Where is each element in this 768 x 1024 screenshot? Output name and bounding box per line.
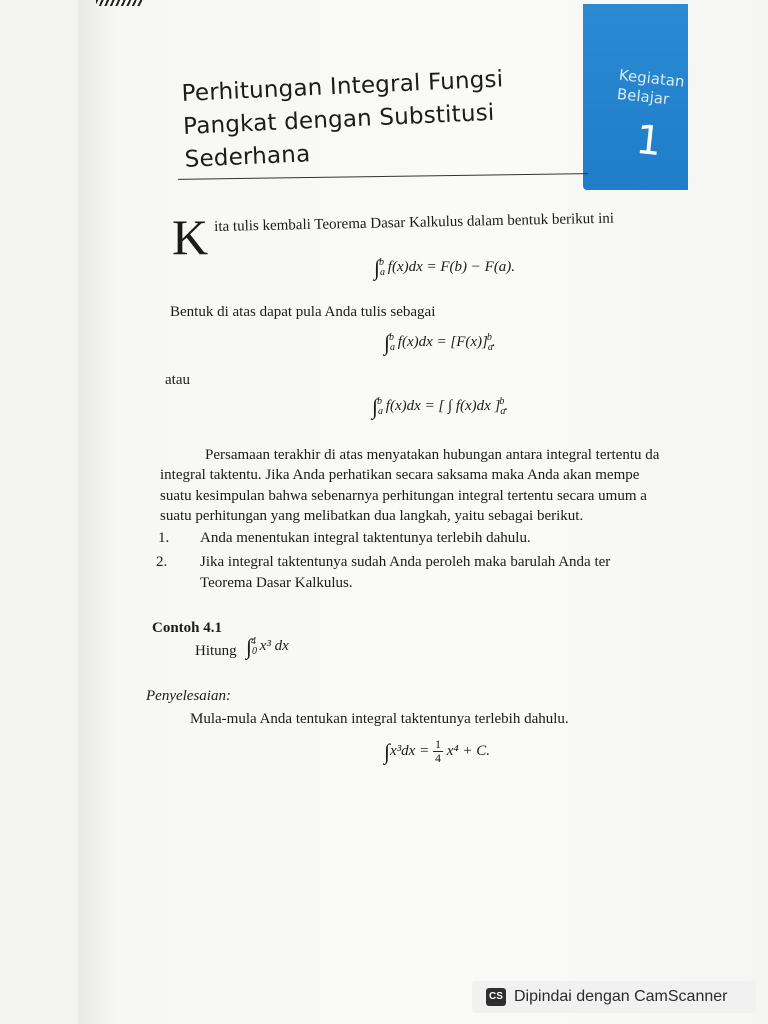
fraction-numerator: 1 — [434, 737, 441, 751]
equation-3 — [372, 394, 508, 420]
eq2-lower: a — [390, 342, 396, 353]
eq4-left: x³dx = — [390, 742, 430, 759]
eq3-end: . — [504, 398, 509, 414]
title-line-2: Pangkat dengan Substitusi — [182, 99, 495, 140]
intro-text: ita tulis kembali Teorema Dasar Kalkulus dalam bentuk berikut ini — [214, 210, 615, 235]
para-line-1: Persamaan terakhir di atas menyatakan hubungan antara integral tertentu da — [205, 447, 660, 463]
camscanner-label: Dipindai dengan CamScanner — [514, 988, 728, 1005]
integral-sign: ∫ — [384, 738, 391, 764]
eq2-body: f(x)dx = [F(x)] — [397, 334, 488, 350]
eq3-sup: b — [499, 396, 505, 407]
title-line-3: Sederhana — [184, 141, 311, 173]
eq2-sub: a — [487, 342, 493, 353]
bentuk-line: Bentuk di atas dapat pula Anda tulis sebagai — [170, 304, 436, 320]
example-lower: 0 — [252, 646, 258, 657]
integral-sign: ∫ — [246, 634, 253, 659]
para-line-3: suatu kesimpulan bahwa sebenarnya perhitungan integral tertentu secara umum a — [160, 488, 647, 504]
list-num-1: 1. — [158, 530, 170, 546]
example-hitung: Hitung — [195, 643, 237, 659]
example-integrand: x³ dx — [259, 638, 289, 654]
equation-2 — [384, 330, 496, 356]
camscanner-logo-icon: CS — [486, 988, 506, 1006]
eq3-sub: a — [500, 406, 506, 417]
para-line-2: integral taktentu. Jika Anda perhatikan secara saksama maka Anda akan mempe — [160, 467, 640, 483]
eq1-lower: a — [380, 267, 386, 278]
camscanner-watermark — [472, 981, 756, 1013]
drop-cap: K — [172, 209, 209, 265]
fraction-quarter — [433, 738, 443, 765]
fraction-denominator: 4 — [434, 751, 441, 765]
integral-sign: ∫ — [374, 255, 381, 280]
list-text-2b: Teorema Dasar Kalkulus. — [200, 575, 353, 591]
tab-line-2: Belajar — [616, 84, 671, 109]
eq4-right: x⁴ + C. — [446, 742, 490, 759]
integral-sign: ∫ — [384, 330, 391, 355]
eq2-upper: b — [389, 332, 395, 343]
chapter-tab-number: 1 — [633, 116, 664, 166]
list-text-2: Jika integral taktentunya sudah Anda peroleh maka barulah Anda ter — [200, 554, 611, 570]
solution-label: Penyelesaian: — [146, 688, 231, 704]
chapter-tab-label — [616, 66, 686, 110]
eq3-body: f(x)dx = [ ∫ f(x)dx ] — [385, 398, 501, 414]
equation-1 — [374, 255, 515, 281]
example-upper: 4 — [251, 636, 257, 647]
example-integral — [246, 634, 289, 660]
solution-text: Mula-mula Anda tentukan integral taktentunya terlebih dahulu. — [190, 711, 569, 727]
corner-mark — [96, 0, 142, 6]
tab-line-1: Kegiatan — [618, 66, 686, 91]
equation-4 — [384, 738, 490, 765]
eq1-body: f(x)dx = F(b) − F(a). — [387, 259, 516, 275]
eq2-end: . — [491, 334, 496, 350]
example-label: Contoh 4.1 — [152, 620, 223, 636]
para-line-4: suatu perhitungan yang melibatkan dua langkah, yaitu sebagai berikut. — [160, 508, 584, 524]
eq1-upper: b — [379, 257, 385, 268]
atau-label: atau — [165, 372, 190, 388]
list-num-2: 2. — [156, 554, 168, 570]
page-title — [181, 60, 585, 177]
list-text-1: Anda menentukan integral taktentunya terlebih dahulu. — [200, 530, 531, 546]
title-line-1: Perhitungan Integral Fungsi — [181, 66, 504, 107]
integral-sign: ∫ — [372, 394, 379, 419]
eq2-sup: b — [486, 332, 492, 343]
eq3-upper: b — [377, 396, 383, 407]
eq3-lower: a — [378, 406, 384, 417]
